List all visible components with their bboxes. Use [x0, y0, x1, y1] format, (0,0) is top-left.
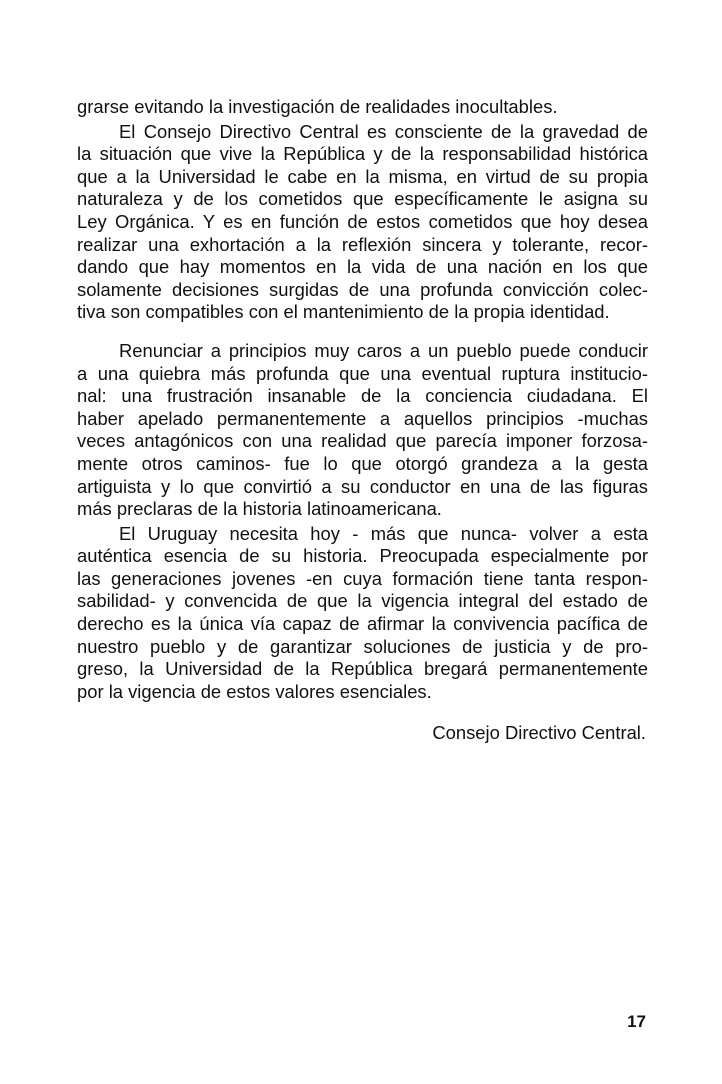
signature: Consejo Directivo Central.: [432, 722, 646, 743]
text-line: Ley Orgánica. Y es en función de estos cometidos que hoy desea: [77, 210, 648, 232]
text-line: sabilidad- y convencida de que la vigencia integral del estado de: [77, 590, 648, 612]
paragraph-start-line: Renunciar a principios muy caros a un pueblo puede conducir: [119, 339, 648, 361]
text-line: greso, la Universidad de la República bregará permanentemente: [77, 658, 648, 680]
text-line: por la vigencia de estos valores esenciales.: [77, 680, 432, 702]
text-line: realizar una exhortación a la reflexión sincera y tolerante, recor-: [77, 233, 648, 255]
text-line: mente otros caminos- fue lo que otorgó grandeza a la gesta: [77, 452, 648, 474]
text-line: la situación que vive la República y de la responsabilidad histórica: [77, 143, 648, 165]
body-text: [77, 96, 648, 703]
text-line: grarse evitando la investigación de realidades inocultables.: [77, 96, 558, 117]
text-line: que a la Universidad le cabe en la misma, en virtud de su propia: [77, 165, 648, 187]
text-line: haber apelado permanentemente a aquellos principios -muchas: [77, 407, 648, 429]
text-line: naturaleza y de los cometidos que específicamente le asigna su: [77, 188, 648, 210]
text-line: más preclaras de la historia latinoamericana.: [77, 498, 442, 520]
text-line: dando que hay momentos en la vida de una nación en los que: [77, 256, 648, 278]
paragraph-start-line: El Consejo Directivo Central es consciente de la gravedad de: [119, 120, 648, 142]
text-line: las generaciones jovenes -en cuya formación tiene tanta respon-: [77, 567, 648, 589]
text-line: artiguista y lo que convirtió a su conductor en una de las figuras: [77, 475, 648, 497]
text-line: tiva son compatibles con el mantenimiento de la propia identidad.: [77, 301, 610, 323]
text-line: nuestro pueblo y de garantizar soluciones de justicia y de pro-: [77, 635, 648, 657]
text-line: veces antagónicos con una realidad que parecía imponer forzosa-: [77, 430, 648, 452]
text-line: nal: una frustración insanable de la conciencia ciudadana. El: [77, 385, 648, 407]
paragraph-start-line: El Uruguay necesita hoy - más que nunca- volver a esta: [119, 522, 648, 544]
text-line: derecho es la única vía capaz de afirmar la convivencia pacífica de: [77, 613, 648, 635]
text-line: auténtica esencia de su historia. Preocupada especialmente por: [77, 545, 648, 567]
text-line: solamente decisiones surgidas de una profunda convicción colec-: [77, 278, 648, 300]
page-number: 17: [627, 1012, 646, 1031]
text-line: a una quiebra más profunda que una eventual ruptura institucio-: [77, 362, 648, 384]
